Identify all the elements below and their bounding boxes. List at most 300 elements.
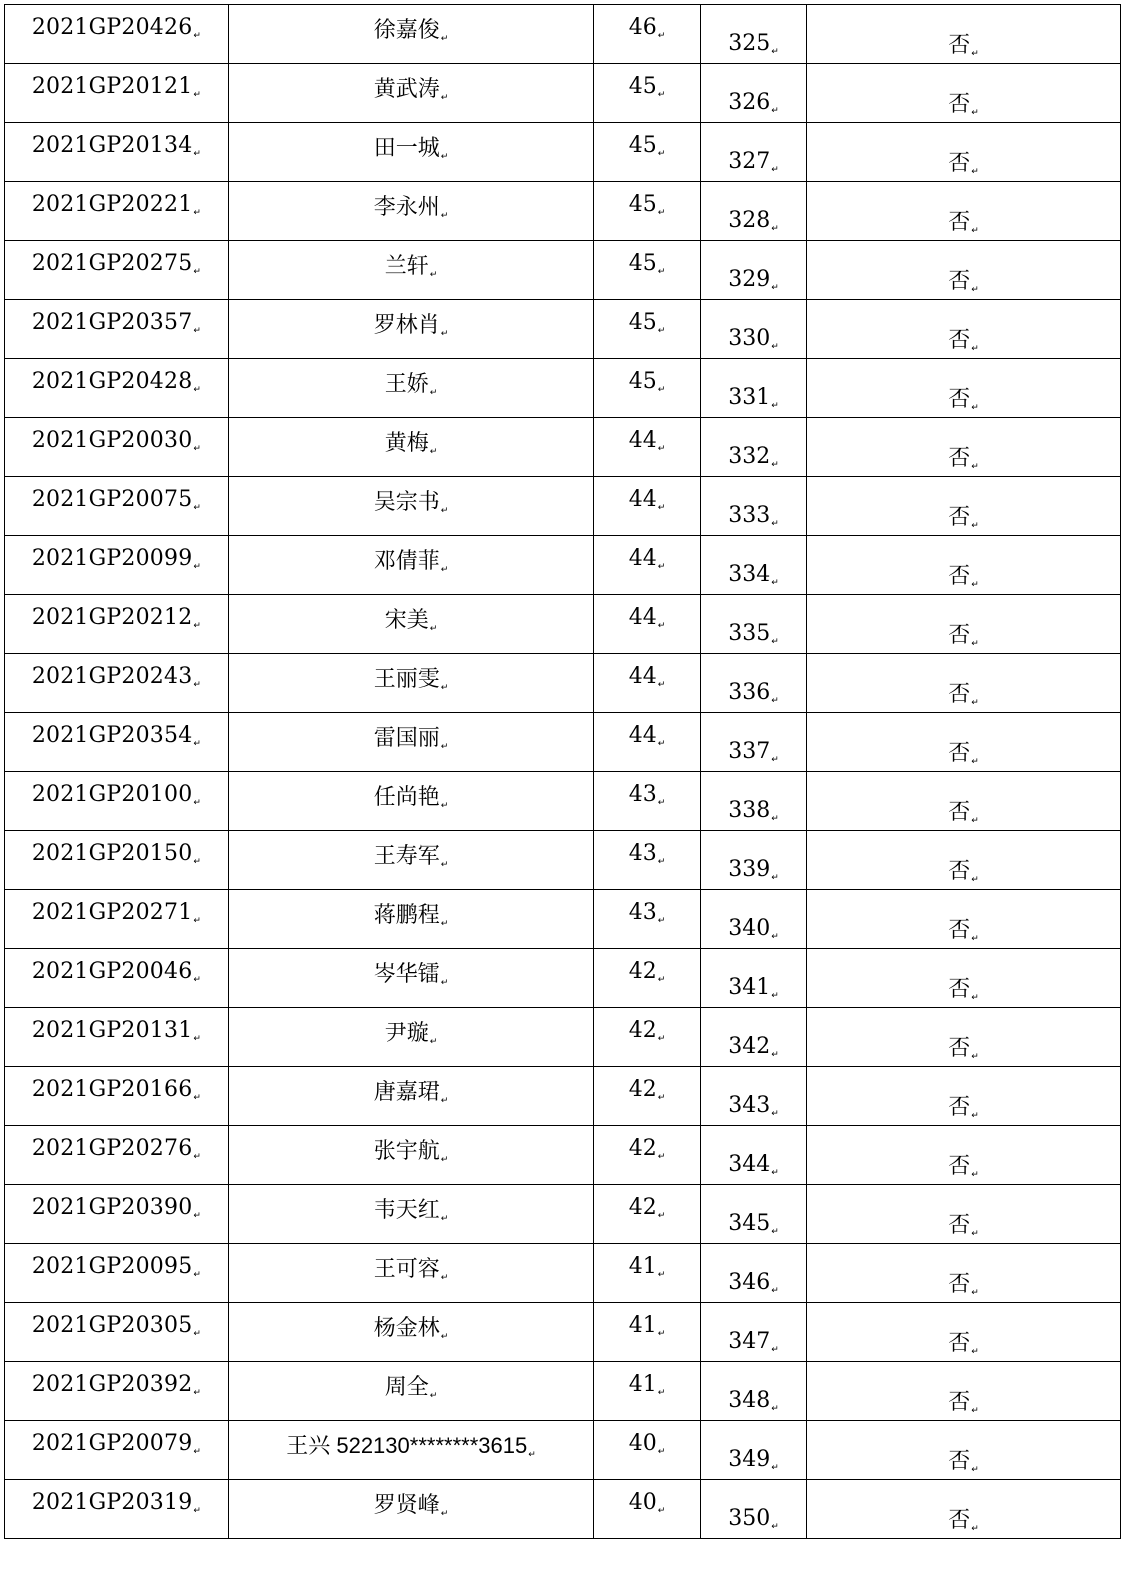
- candidate-name-cell: [229, 64, 594, 123]
- paragraph-mark-icon: ↵: [657, 444, 666, 454]
- paragraph-mark-icon: ↵: [429, 269, 438, 280]
- rank-text: 325: [728, 31, 771, 56]
- score-text: 43↵: [628, 782, 666, 808]
- selected-flag-cell: [807, 595, 1121, 654]
- paragraph-mark-icon: ↵: [440, 1508, 449, 1519]
- candidate-id-cell: [5, 241, 229, 300]
- candidate-id-text: 2021GP20271↵: [31, 900, 202, 926]
- score-cell: [594, 1008, 701, 1067]
- candidate-name-cell: [229, 949, 594, 1008]
- score-cell: [594, 477, 701, 536]
- paragraph-mark-icon: ↵: [440, 564, 449, 575]
- candidate-id-text: 2021GP20426↵: [31, 15, 202, 41]
- score-cell: [594, 241, 701, 300]
- candidate-name-text: 王寿军↵: [373, 843, 449, 870]
- paragraph-mark-icon: ↵: [193, 1211, 202, 1221]
- rank-text: 350: [728, 1506, 771, 1531]
- candidate-name-text: 宋美↵: [384, 607, 438, 634]
- paragraph-mark-icon: ↵: [771, 1168, 779, 1178]
- paragraph-mark-icon: ↵: [971, 1229, 979, 1239]
- score-text: 41↵: [628, 1313, 666, 1339]
- paragraph-mark-icon: ↵: [771, 106, 779, 116]
- candidate-id-text: 2021GP20221↵: [31, 192, 202, 218]
- score-cell: [594, 64, 701, 123]
- selected-flag-text: 否: [948, 623, 971, 648]
- candidate-name-text: 吴宗书↵: [373, 489, 449, 516]
- results-table-body: [5, 5, 1121, 1539]
- paragraph-mark-icon: ↵: [193, 1152, 202, 1162]
- candidate-name-text: 邓倩菲↵: [373, 548, 449, 575]
- paragraph-mark-icon: ↵: [440, 210, 449, 221]
- paragraph-mark-icon: ↵: [971, 1170, 979, 1180]
- paragraph-mark-icon: ↵: [440, 151, 449, 162]
- paragraph-mark-icon: ↵: [440, 977, 449, 988]
- paragraph-mark-icon: ↵: [440, 1272, 449, 1283]
- score-text: 44↵: [628, 546, 666, 572]
- candidate-name-text: 黄武涛↵: [373, 76, 449, 103]
- candidate-id-cell: [5, 5, 229, 64]
- candidate-id-cell: [5, 949, 229, 1008]
- selected-flag-text: 否: [948, 1272, 971, 1297]
- score-cell: [594, 1244, 701, 1303]
- score-text: 44↵: [628, 723, 666, 749]
- paragraph-mark-icon: ↵: [193, 1447, 202, 1457]
- paragraph-mark-icon: ↵: [771, 991, 779, 1001]
- paragraph-mark-icon: ↵: [440, 741, 449, 752]
- score-text: 44↵: [628, 487, 666, 513]
- table-row: [5, 1185, 1121, 1244]
- candidate-id-cell: [5, 654, 229, 713]
- candidate-id-cell: [5, 595, 229, 654]
- paragraph-mark-icon: ↵: [657, 916, 666, 926]
- paragraph-mark-icon: ↵: [657, 621, 666, 631]
- paragraph-mark-icon: ↵: [657, 1388, 666, 1398]
- selected-flag-cell: [807, 418, 1121, 477]
- candidate-id-cell: [5, 477, 229, 536]
- candidate-id-text: 2021GP20095↵: [31, 1254, 202, 1280]
- paragraph-mark-icon: ↵: [440, 33, 449, 44]
- candidate-name-cell: [229, 359, 594, 418]
- rank-text: 348: [728, 1388, 771, 1413]
- table-row: [5, 772, 1121, 831]
- rank-text: 331: [728, 385, 771, 410]
- score-text: 43↵: [628, 900, 666, 926]
- score-cell: [594, 5, 701, 64]
- rank-cell: [701, 64, 807, 123]
- score-text: 45↵: [628, 251, 666, 277]
- score-text: 44↵: [628, 664, 666, 690]
- candidate-id-cell: [5, 772, 229, 831]
- rank-cell: [701, 5, 807, 64]
- paragraph-mark-icon: ↵: [657, 798, 666, 808]
- paragraph-mark-icon: ↵: [657, 1093, 666, 1103]
- candidate-id-text: 2021GP20100↵: [31, 782, 202, 808]
- score-text: 41↵: [628, 1372, 666, 1398]
- score-text: 45↵: [628, 74, 666, 100]
- candidate-id-cell: [5, 64, 229, 123]
- score-text: 45↵: [628, 369, 666, 395]
- selected-flag-cell: [807, 1421, 1121, 1480]
- score-cell: [594, 1421, 701, 1480]
- score-text: 42↵: [628, 1077, 666, 1103]
- paragraph-mark-icon: ↵: [657, 208, 666, 218]
- selected-flag-text: 否: [948, 446, 971, 471]
- rank-cell: [701, 1362, 807, 1421]
- selected-flag-text: 否: [948, 1095, 971, 1120]
- paragraph-mark-icon: ↵: [657, 680, 666, 690]
- rank-cell: [701, 123, 807, 182]
- selected-flag-text: 否: [948, 151, 971, 176]
- candidate-name-cell: [229, 772, 594, 831]
- paragraph-mark-icon: ↵: [771, 637, 779, 647]
- paragraph-mark-icon: ↵: [771, 224, 779, 234]
- results-table: [4, 4, 1121, 1539]
- paragraph-mark-icon: ↵: [971, 580, 979, 590]
- candidate-id-text: 2021GP20390↵: [31, 1195, 202, 1221]
- rank-cell: [701, 1244, 807, 1303]
- score-cell: [594, 713, 701, 772]
- candidate-name-text: 尹璇↵: [384, 1020, 438, 1047]
- score-cell: [594, 654, 701, 713]
- selected-flag-cell: [807, 890, 1121, 949]
- selected-flag-cell: [807, 241, 1121, 300]
- paragraph-mark-icon: ↵: [429, 387, 438, 398]
- candidate-name-cell: [229, 123, 594, 182]
- selected-flag-text: 否: [948, 210, 971, 235]
- candidate-id-text: 2021GP20075↵: [31, 487, 202, 513]
- paragraph-mark-icon: ↵: [193, 326, 202, 336]
- candidate-id-cell: [5, 1480, 229, 1539]
- selected-flag-cell: [807, 949, 1121, 1008]
- paragraph-mark-icon: ↵: [193, 1034, 202, 1044]
- candidate-name-cell: [229, 182, 594, 241]
- candidate-name-cell: [229, 890, 594, 949]
- candidate-name-cell: [229, 595, 594, 654]
- paragraph-mark-icon: ↵: [771, 283, 779, 293]
- selected-flag-cell: [807, 772, 1121, 831]
- score-text: 45↵: [628, 192, 666, 218]
- candidate-id-text: 2021GP20212↵: [31, 605, 202, 631]
- paragraph-mark-icon: ↵: [971, 816, 979, 826]
- candidate-name-cell: [229, 1067, 594, 1126]
- table-row: [5, 1480, 1121, 1539]
- selected-flag-text: 否: [948, 92, 971, 117]
- paragraph-mark-icon: ↵: [657, 1034, 666, 1044]
- paragraph-mark-icon: ↵: [193, 385, 202, 395]
- candidate-id-text: 2021GP20099↵: [31, 546, 202, 572]
- paragraph-mark-icon: ↵: [440, 918, 449, 929]
- rank-cell: [701, 949, 807, 1008]
- paragraph-mark-icon: ↵: [193, 975, 202, 985]
- candidate-name-cell: [229, 1303, 594, 1362]
- paragraph-mark-icon: ↵: [193, 1329, 202, 1339]
- score-cell: [594, 831, 701, 890]
- rank-text: 342: [728, 1034, 771, 1059]
- paragraph-mark-icon: ↵: [971, 1347, 979, 1357]
- paragraph-mark-icon: ↵: [193, 739, 202, 749]
- candidate-name-cell: [229, 300, 594, 359]
- score-text: 40↵: [628, 1431, 666, 1457]
- table-row: [5, 1244, 1121, 1303]
- paragraph-mark-icon: ↵: [193, 31, 202, 41]
- candidate-id-text: 2021GP20079↵: [31, 1431, 202, 1457]
- paragraph-mark-icon: ↵: [440, 1331, 449, 1342]
- score-text: 42↵: [628, 959, 666, 985]
- paragraph-mark-icon: ↵: [193, 916, 202, 926]
- paragraph-mark-icon: ↵: [440, 505, 449, 516]
- candidate-id-cell: [5, 359, 229, 418]
- paragraph-mark-icon: ↵: [429, 1036, 438, 1047]
- candidate-id-text: 2021GP20354↵: [31, 723, 202, 749]
- paragraph-mark-icon: ↵: [193, 444, 202, 454]
- candidate-id-cell: [5, 1185, 229, 1244]
- paragraph-mark-icon: ↵: [657, 857, 666, 867]
- rank-text: 334: [728, 562, 771, 587]
- rank-cell: [701, 713, 807, 772]
- rank-cell: [701, 1067, 807, 1126]
- score-text: 42↵: [628, 1018, 666, 1044]
- paragraph-mark-icon: ↵: [193, 680, 202, 690]
- paragraph-mark-icon: ↵: [971, 934, 979, 944]
- table-row: [5, 713, 1121, 772]
- selected-flag-text: 否: [948, 1213, 971, 1238]
- candidate-id-cell: [5, 713, 229, 772]
- candidate-name-text: 徐嘉俊↵: [373, 17, 449, 44]
- candidate-name-cell: [229, 1421, 594, 1480]
- paragraph-mark-icon: ↵: [971, 521, 979, 531]
- rank-text: 343: [728, 1093, 771, 1118]
- rank-text: 330: [728, 326, 771, 351]
- candidate-name-text: 唐嘉珺↵: [373, 1079, 449, 1106]
- paragraph-mark-icon: ↵: [440, 92, 449, 103]
- selected-flag-text: 否: [948, 269, 971, 294]
- paragraph-mark-icon: ↵: [771, 1109, 779, 1119]
- candidate-name-text: 王娇↵: [384, 371, 438, 398]
- paragraph-mark-icon: ↵: [193, 857, 202, 867]
- selected-flag-cell: [807, 1185, 1121, 1244]
- paragraph-mark-icon: ↵: [193, 1506, 202, 1516]
- candidate-name-cell: [229, 1362, 594, 1421]
- score-cell: [594, 359, 701, 418]
- selected-flag-text: 否: [948, 328, 971, 353]
- paragraph-mark-icon: ↵: [771, 519, 779, 529]
- table-row: [5, 949, 1121, 1008]
- paragraph-mark-icon: ↵: [657, 975, 666, 985]
- candidate-id-cell: [5, 1244, 229, 1303]
- selected-flag-text: 否: [948, 859, 971, 884]
- table-row: [5, 595, 1121, 654]
- candidate-name-cell: [229, 654, 594, 713]
- rank-text: 344: [728, 1152, 771, 1177]
- paragraph-mark-icon: ↵: [193, 562, 202, 572]
- rank-cell: [701, 1303, 807, 1362]
- rank-text: 341: [728, 975, 771, 1000]
- paragraph-mark-icon: ↵: [193, 503, 202, 513]
- candidate-name-text: 王丽雯↵: [373, 666, 449, 693]
- table-row: [5, 1421, 1121, 1480]
- paragraph-mark-icon: ↵: [193, 621, 202, 631]
- rank-cell: [701, 595, 807, 654]
- selected-flag-text: 否: [948, 1036, 971, 1061]
- paragraph-mark-icon: ↵: [657, 385, 666, 395]
- selected-flag-text: 否: [948, 977, 971, 1002]
- paragraph-mark-icon: ↵: [440, 859, 449, 870]
- score-cell: [594, 1480, 701, 1539]
- score-text: 40↵: [628, 1490, 666, 1516]
- score-text: 42↵: [628, 1195, 666, 1221]
- candidate-id-cell: [5, 1008, 229, 1067]
- paragraph-mark-icon: ↵: [657, 562, 666, 572]
- score-cell: [594, 949, 701, 1008]
- table-row: [5, 359, 1121, 418]
- selected-flag-cell: [807, 713, 1121, 772]
- rank-text: 346: [728, 1270, 771, 1295]
- rank-text: 339: [728, 857, 771, 882]
- score-cell: [594, 1126, 701, 1185]
- rank-cell: [701, 300, 807, 359]
- candidate-name-text: 任尚艳↵: [373, 784, 449, 811]
- table-row: [5, 536, 1121, 595]
- candidate-id-text: 2021GP20305↵: [31, 1313, 202, 1339]
- paragraph-mark-icon: ↵: [193, 1388, 202, 1398]
- paragraph-mark-icon: ↵: [971, 757, 979, 767]
- selected-flag-cell: [807, 5, 1121, 64]
- selected-flag-text: 否: [948, 387, 971, 412]
- paragraph-mark-icon: ↵: [771, 755, 779, 765]
- score-text: 45↵: [628, 133, 666, 159]
- table-row: [5, 1362, 1121, 1421]
- selected-flag-text: 否: [948, 1331, 971, 1356]
- paragraph-mark-icon: ↵: [771, 165, 779, 175]
- paragraph-mark-icon: ↵: [528, 1449, 536, 1460]
- selected-flag-text: 否: [948, 505, 971, 530]
- candidate-id-cell: [5, 1067, 229, 1126]
- paragraph-mark-icon: ↵: [771, 1050, 779, 1060]
- candidate-name-text: 岑华镭↵: [373, 961, 449, 988]
- candidate-id-text: 2021GP20243↵: [31, 664, 202, 690]
- paragraph-mark-icon: ↵: [771, 578, 779, 588]
- score-text: 41↵: [628, 1254, 666, 1280]
- candidate-name-cell: [229, 241, 594, 300]
- selected-flag-text: 否: [948, 682, 971, 707]
- candidate-id-text: 2021GP20030↵: [31, 428, 202, 454]
- paragraph-mark-icon: ↵: [771, 1404, 779, 1414]
- rank-cell: [701, 772, 807, 831]
- candidate-id-text: 2021GP20166↵: [31, 1077, 202, 1103]
- paragraph-mark-icon: ↵: [657, 90, 666, 100]
- paragraph-mark-icon: ↵: [193, 798, 202, 808]
- candidate-id-cell: [5, 831, 229, 890]
- rank-cell: [701, 1008, 807, 1067]
- selected-flag-text: 否: [948, 741, 971, 766]
- rank-text: 328: [728, 208, 771, 233]
- candidate-name-cell: [229, 536, 594, 595]
- paragraph-mark-icon: ↵: [771, 1227, 779, 1237]
- candidate-name-text: 李永州↵: [373, 194, 449, 221]
- candidate-id-text: 2021GP20428↵: [31, 369, 202, 395]
- score-cell: [594, 890, 701, 949]
- score-cell: [594, 123, 701, 182]
- rank-text: 337: [728, 739, 771, 764]
- paragraph-mark-icon: ↵: [771, 1286, 779, 1296]
- candidate-id-cell: [5, 418, 229, 477]
- candidate-id-text: 2021GP20275↵: [31, 251, 202, 277]
- paragraph-mark-icon: ↵: [771, 401, 779, 411]
- paragraph-mark-icon: ↵: [440, 1095, 449, 1106]
- paragraph-mark-icon: ↵: [657, 1211, 666, 1221]
- selected-flag-cell: [807, 182, 1121, 241]
- paragraph-mark-icon: ↵: [971, 49, 979, 59]
- paragraph-mark-icon: ↵: [440, 1154, 449, 1165]
- candidate-name-text: 周全↵: [384, 1374, 438, 1401]
- selected-flag-text: 否: [948, 1508, 971, 1533]
- rank-cell: [701, 1480, 807, 1539]
- rank-cell: [701, 831, 807, 890]
- paragraph-mark-icon: ↵: [771, 1345, 779, 1355]
- paragraph-mark-icon: ↵: [193, 90, 202, 100]
- paragraph-mark-icon: ↵: [440, 1213, 449, 1224]
- candidate-id-cell: [5, 890, 229, 949]
- candidate-id-text: 2021GP20134↵: [31, 133, 202, 159]
- candidate-id-cell: [5, 123, 229, 182]
- candidate-id-cell: [5, 1303, 229, 1362]
- candidate-name-cell: [229, 1480, 594, 1539]
- score-cell: [594, 595, 701, 654]
- score-text: 46↵: [628, 15, 666, 41]
- rank-text: 347: [728, 1329, 771, 1354]
- rank-cell: [701, 1126, 807, 1185]
- candidate-name-text: 张宇航↵: [373, 1138, 449, 1165]
- selected-flag-cell: [807, 1126, 1121, 1185]
- candidate-id-cell: [5, 300, 229, 359]
- rank-cell: [701, 654, 807, 713]
- table-row: [5, 5, 1121, 64]
- rank-cell: [701, 418, 807, 477]
- paragraph-mark-icon: ↵: [657, 1447, 666, 1457]
- candidate-name-cell: [229, 5, 594, 64]
- table-row: [5, 64, 1121, 123]
- score-cell: [594, 418, 701, 477]
- table-row: [5, 241, 1121, 300]
- selected-flag-text: 否: [948, 1154, 971, 1179]
- candidate-name-text: 蒋鹏程↵: [373, 902, 449, 929]
- rank-text: 329: [728, 267, 771, 292]
- paragraph-mark-icon: ↵: [657, 149, 666, 159]
- candidate-name-text: 王可容↵: [373, 1256, 449, 1283]
- candidate-id-cell: [5, 182, 229, 241]
- selected-flag-cell: [807, 1480, 1121, 1539]
- paragraph-mark-icon: ↵: [193, 1093, 202, 1103]
- selected-flag-text: 否: [948, 800, 971, 825]
- candidate-name-cell: [229, 1008, 594, 1067]
- rank-text: 335: [728, 621, 771, 646]
- paragraph-mark-icon: ↵: [971, 167, 979, 177]
- paragraph-mark-icon: ↵: [429, 623, 438, 634]
- paragraph-mark-icon: ↵: [771, 932, 779, 942]
- paragraph-mark-icon: ↵: [771, 47, 779, 57]
- candidate-name-cell: [229, 1126, 594, 1185]
- paragraph-mark-icon: ↵: [193, 267, 202, 277]
- table-row: [5, 890, 1121, 949]
- candidate-name-text: 罗林肖↵: [373, 312, 449, 339]
- table-row: [5, 123, 1121, 182]
- rank-cell: [701, 1185, 807, 1244]
- paragraph-mark-icon: ↵: [971, 108, 979, 118]
- selected-flag-text: 否: [948, 1390, 971, 1415]
- paragraph-mark-icon: ↵: [971, 462, 979, 472]
- candidate-name-text: 兰轩↵: [384, 253, 438, 280]
- selected-flag-cell: [807, 1244, 1121, 1303]
